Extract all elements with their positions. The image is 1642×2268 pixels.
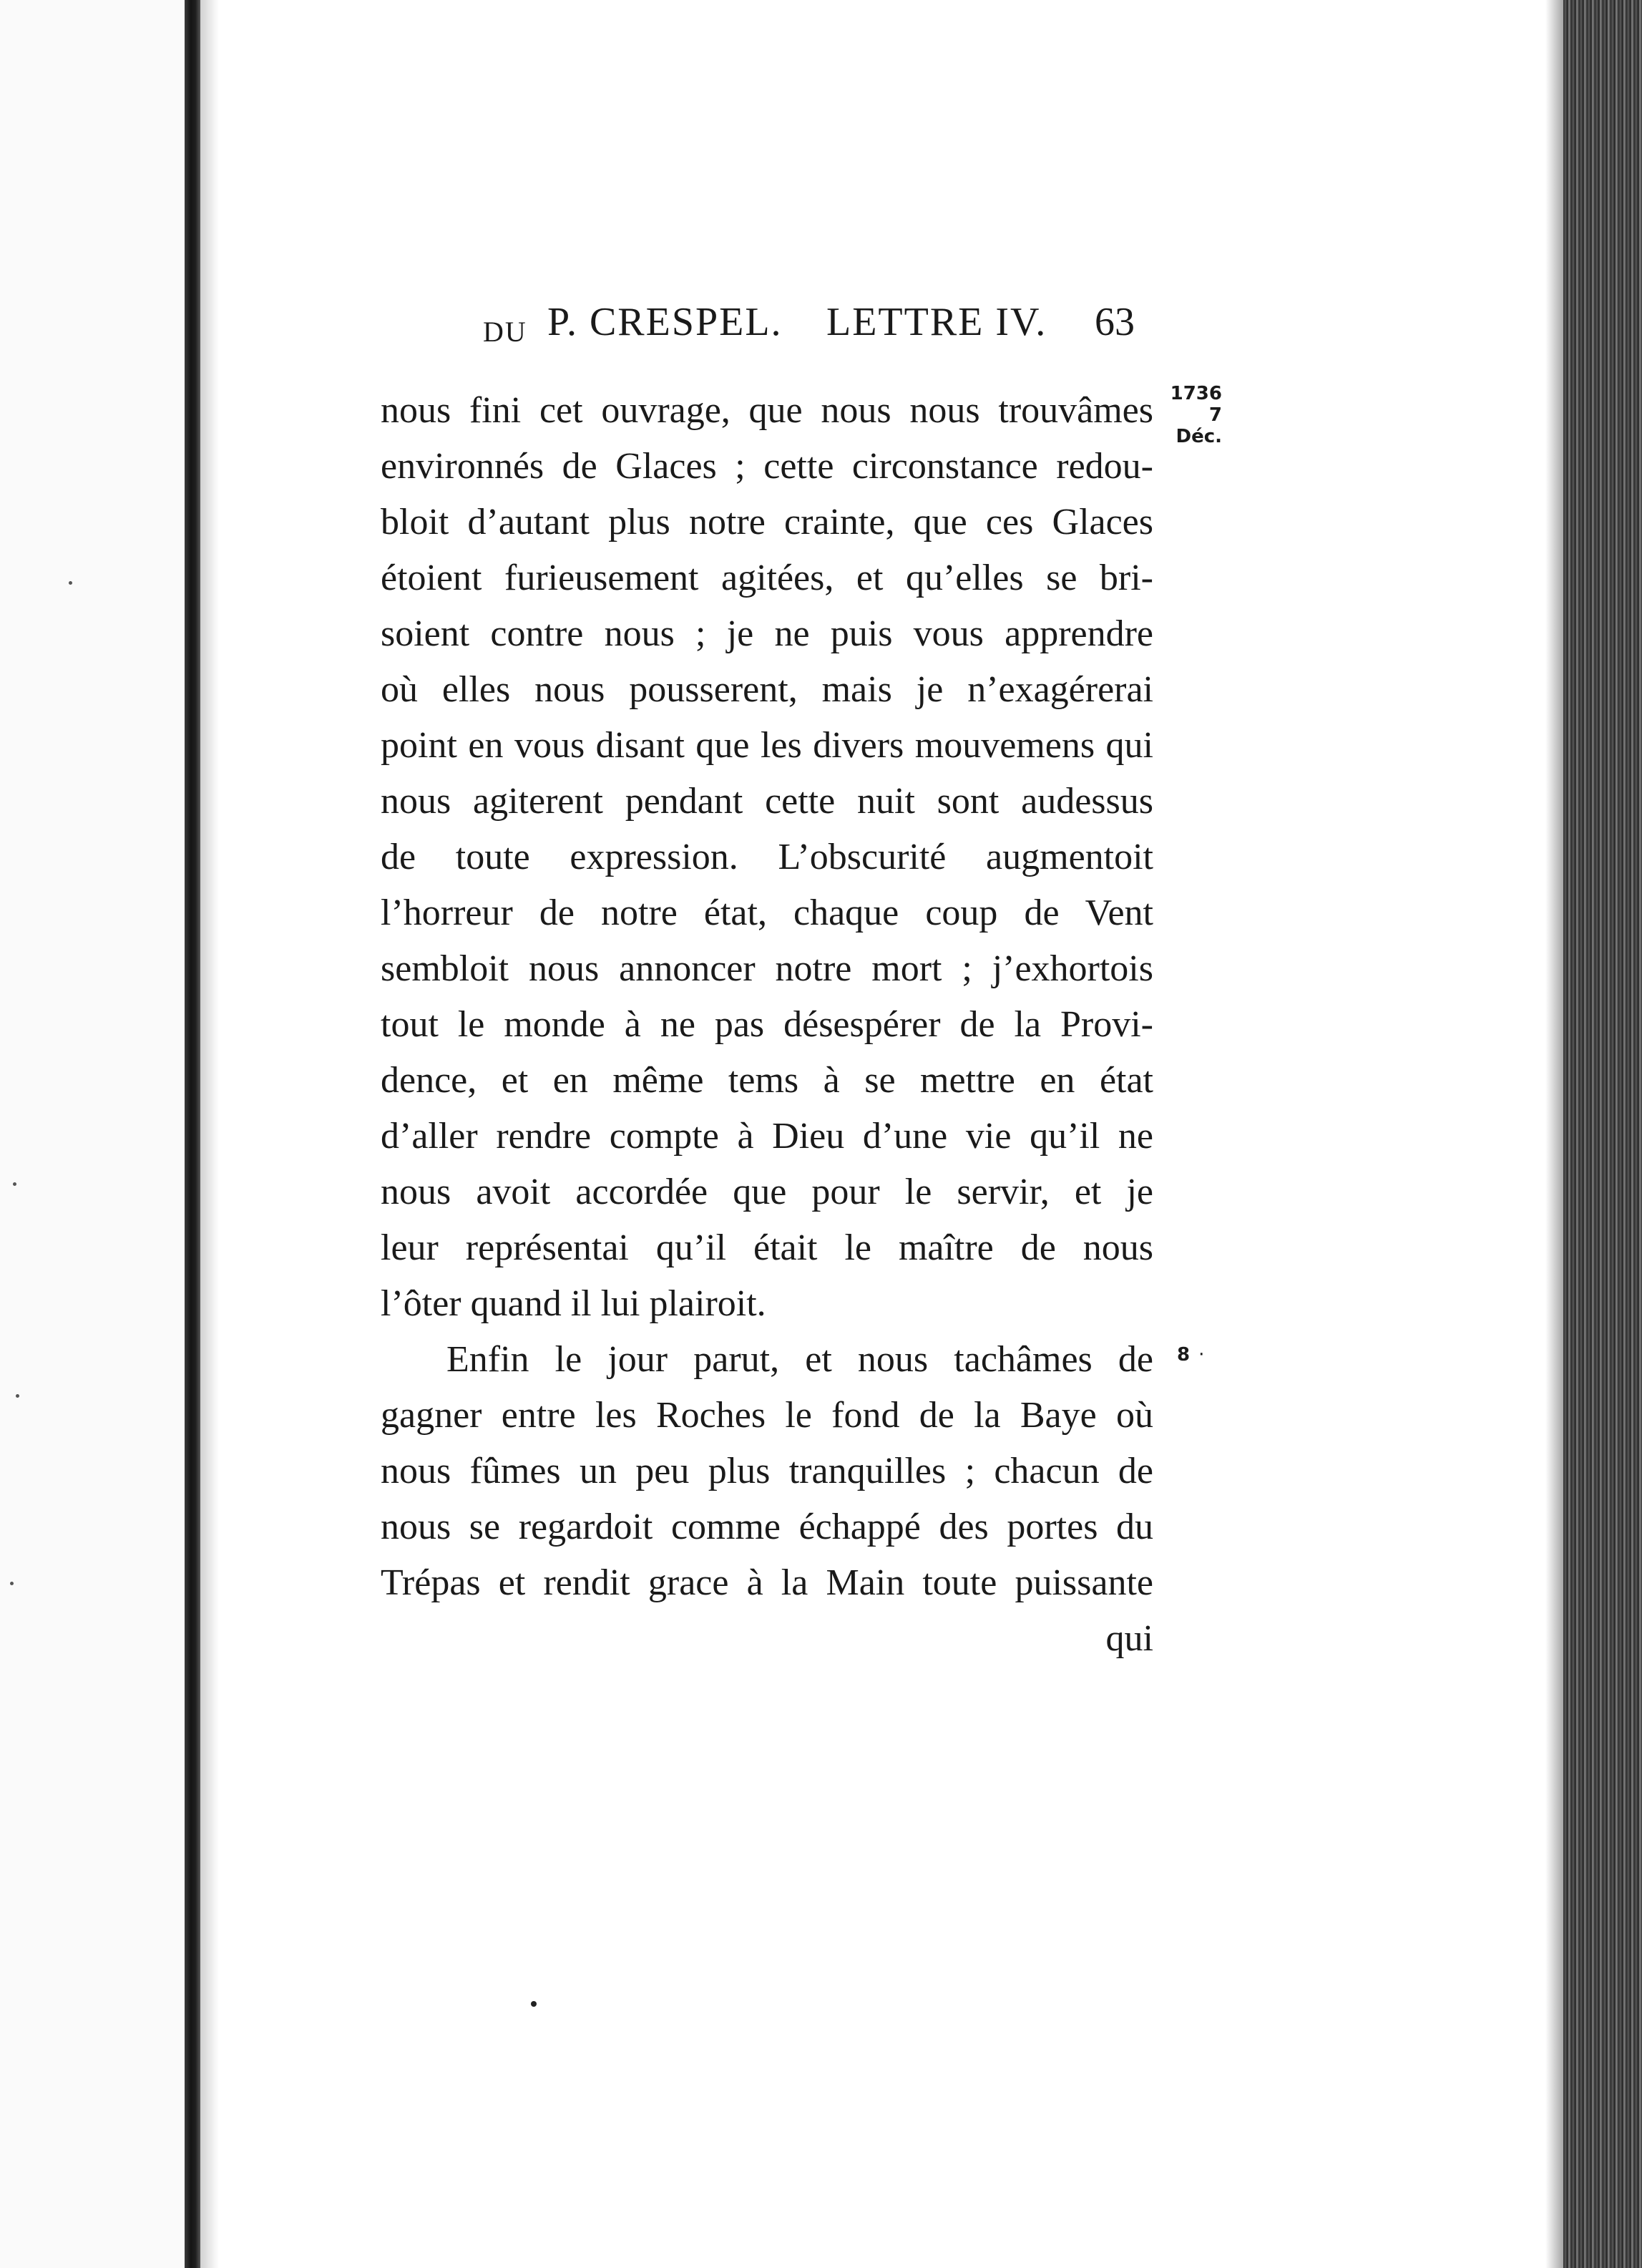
margin-year: 1736 bbox=[1170, 383, 1222, 404]
text-line: sembloit nous annoncer notre mort ; j’exhortois bbox=[381, 948, 1153, 989]
text-line: nous fûmes un peu plus tranquilles ; chacun de bbox=[381, 1451, 1153, 1491]
text-line: tout le monde à ne pas désespérer de la Provi- bbox=[381, 1004, 1153, 1045]
text-line: où elles nous pousserent, mais je n’exagérerai bbox=[381, 669, 1153, 710]
text-line: bloit d’autant plus notre crainte, que ces Glaces bbox=[381, 502, 1153, 542]
book-gutter bbox=[185, 0, 200, 2268]
text-line: point en vous disant que les divers mouvemens qui bbox=[381, 725, 1153, 766]
text-line: dence, et en même tems à se mettre en état bbox=[381, 1060, 1153, 1101]
margin-day-note: 8 · bbox=[1177, 1344, 1205, 1366]
text-line: Enfin le jour parut, et nous tachâmes de bbox=[446, 1339, 1153, 1380]
header-prefix: DU bbox=[483, 316, 527, 348]
page-fore-edge bbox=[1563, 0, 1642, 2268]
page-number: 63 bbox=[1095, 300, 1135, 344]
header-author: P. CRESPEL. bbox=[547, 300, 783, 344]
text-line: de toute expression. L’obscurité augmentoit bbox=[381, 837, 1153, 877]
text-line: soient contre nous ; je ne puis vous apprendre bbox=[381, 613, 1153, 654]
facing-page-margin bbox=[0, 0, 185, 2268]
text-line: leur représentai qu’il était le maître de nous bbox=[381, 1227, 1153, 1268]
ink-speck bbox=[531, 2001, 537, 2007]
text-line: l’horreur de notre état, chaque coup de Vent bbox=[381, 892, 1153, 933]
text-line: environnés de Glaces ; cette circonstance redou- bbox=[381, 446, 1153, 487]
margin-date-note bbox=[1158, 383, 1222, 447]
margin-day-month: 7 Déc. bbox=[1176, 404, 1222, 447]
gutter-shadow bbox=[200, 0, 219, 2268]
text-line: l’ôter quand il lui plairoit. bbox=[381, 1283, 766, 1324]
running-header bbox=[483, 299, 1141, 349]
header-letter-number: LETTRE IV. bbox=[826, 300, 1047, 344]
text-line: étoient furieusement agitées, et qu’elles se bri- bbox=[381, 558, 1153, 598]
text-line: nous agiterent pendant cette nuit sont audessus bbox=[381, 781, 1153, 822]
fore-edge-shadow bbox=[1545, 0, 1563, 2268]
text-line: Trépas et rendit grace à la Main toute puissante bbox=[381, 1562, 1153, 1603]
text-line: nous avoit accordée que pour le servir, et je bbox=[381, 1172, 1153, 1212]
text-line: nous fini cet ouvrage, que nous nous trouvâmes bbox=[381, 390, 1153, 431]
text-line: nous se regardoit comme échappé des portes du bbox=[381, 1507, 1153, 1547]
text-line: d’aller rendre compte à Dieu d’une vie qu’il ne bbox=[381, 1116, 1153, 1157]
text-line: gagner entre les Roches le fond de la Baye où bbox=[381, 1395, 1153, 1436]
catchword: qui bbox=[1105, 1618, 1153, 1659]
body-text bbox=[381, 383, 1153, 1667]
margin-day: 8 bbox=[1177, 1344, 1191, 1366]
